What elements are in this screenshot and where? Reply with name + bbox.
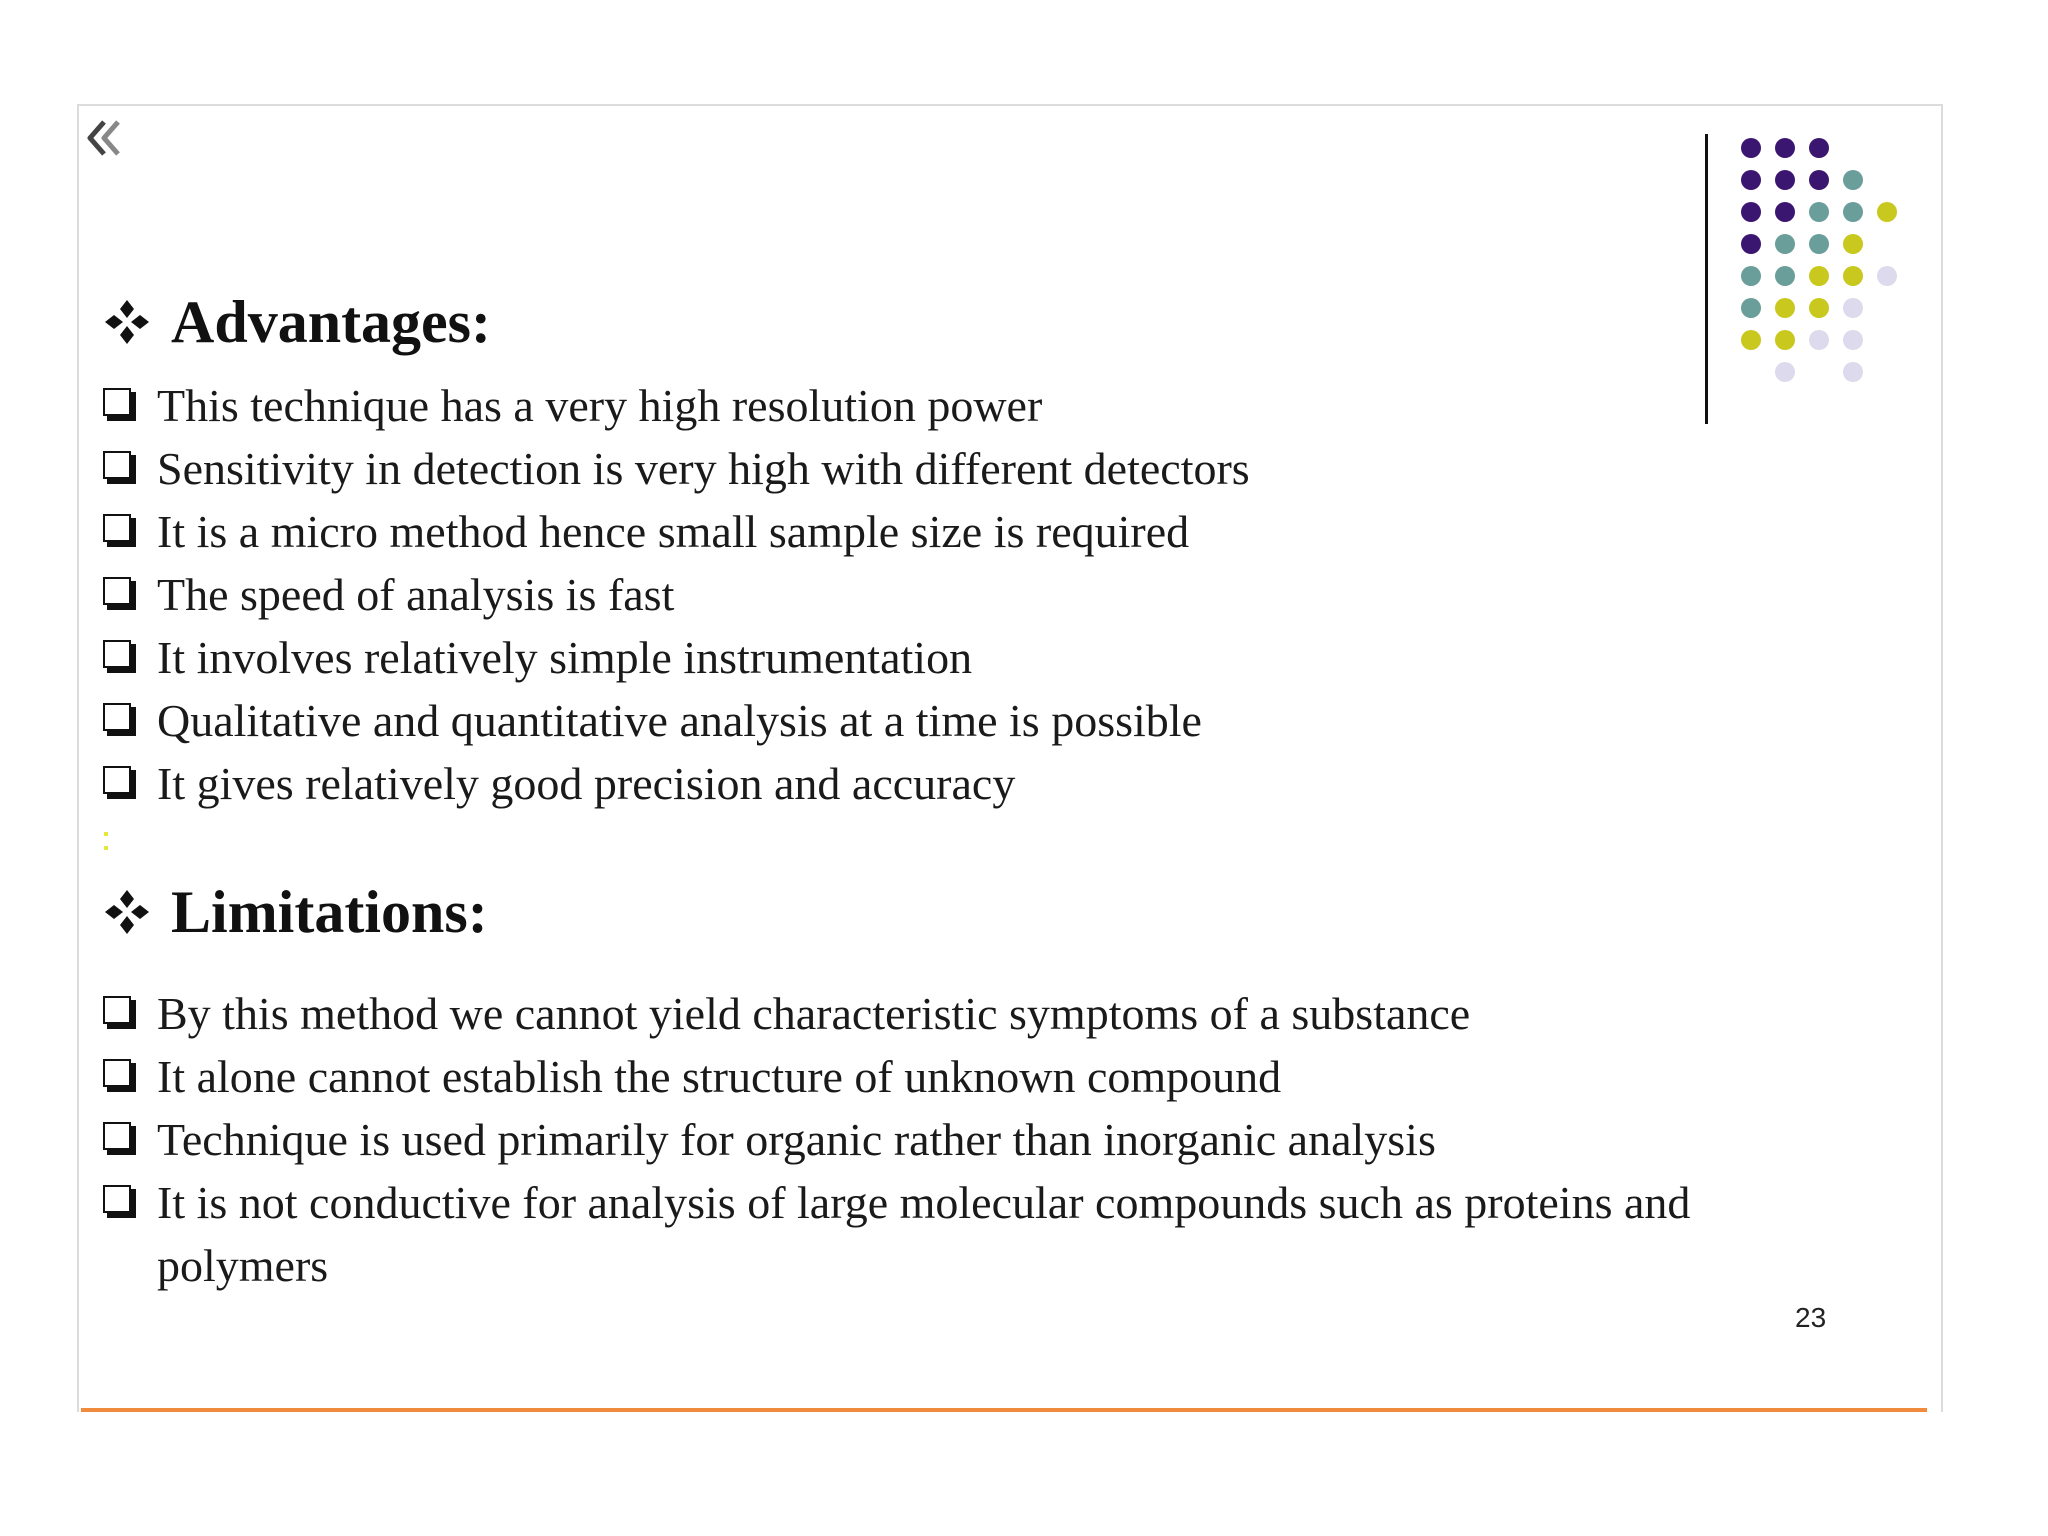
advantages-list <box>103 374 1250 815</box>
decorative-dot <box>1809 170 1829 190</box>
checkbox-bullet-icon <box>103 388 137 422</box>
checkbox-bullet-icon <box>103 1122 137 1156</box>
checkbox-bullet-icon <box>103 640 137 674</box>
decorative-dot <box>1843 202 1863 222</box>
decorative-dot <box>1775 170 1795 190</box>
stray-bullet-mark <box>103 830 109 854</box>
decorative-dot <box>1741 138 1761 158</box>
list-item: It is a micro method hence small sample size is required <box>103 500 1250 563</box>
decorative-dot <box>1809 138 1829 158</box>
decorative-dot <box>1775 234 1795 254</box>
decorative-dot <box>1775 266 1795 286</box>
checkbox-bullet-icon <box>103 577 137 611</box>
advantages-heading-text: Advantages: <box>171 289 492 355</box>
limitations-heading-text: Limitations: <box>171 879 488 945</box>
checkbox-bullet-icon <box>103 514 137 548</box>
limitations-list <box>103 982 1797 1297</box>
decorative-dot <box>1809 266 1829 286</box>
decorative-dot <box>1775 138 1795 158</box>
decorative-dot <box>1775 362 1795 382</box>
decorative-dot <box>1843 266 1863 286</box>
decorative-dot <box>1775 330 1795 350</box>
list-item: It involves relatively simple instrumentation <box>103 626 1250 689</box>
list-item: It gives relatively good precision and accuracy <box>103 752 1250 815</box>
checkbox-bullet-icon <box>103 1059 137 1093</box>
decorative-dot <box>1809 234 1829 254</box>
decorative-dot <box>1775 202 1795 222</box>
decorative-dot <box>1843 170 1863 190</box>
list-item: Qualitative and quantitative analysis at a time is possible <box>103 689 1250 752</box>
list-item: The speed of analysis is fast <box>103 563 1250 626</box>
vertical-divider <box>1705 134 1708 424</box>
decorative-dot <box>1843 298 1863 318</box>
list-item: It alone cannot establish the structure of unknown compound <box>103 1045 1797 1108</box>
decorative-dot <box>1809 298 1829 318</box>
decorative-dot <box>1843 362 1863 382</box>
decorative-dot-grid <box>1739 136 1919 396</box>
decorative-dot <box>1775 298 1795 318</box>
slide <box>77 104 1943 1412</box>
decorative-dot <box>1741 170 1761 190</box>
decorative-dot <box>1741 330 1761 350</box>
decorative-dot <box>1741 202 1761 222</box>
checkbox-bullet-icon <box>103 703 137 737</box>
decorative-dot <box>1843 330 1863 350</box>
decorative-dot <box>1809 330 1829 350</box>
checkbox-bullet-icon <box>103 766 137 800</box>
list-item: This technique has a very high resolution power <box>103 374 1250 437</box>
list-item: Sensitivity in detection is very high with different detectors <box>103 437 1250 500</box>
decorative-dot <box>1741 234 1761 254</box>
decorative-dot <box>1877 202 1897 222</box>
decorative-dot <box>1809 202 1829 222</box>
back-arrow-icon[interactable] <box>82 114 130 162</box>
list-item: By this method we cannot yield characteristic symptoms of a substance <box>103 982 1797 1045</box>
list-item: Technique is used primarily for organic rather than inorganic analysis <box>103 1108 1797 1171</box>
bottom-accent-line <box>81 1408 1927 1412</box>
decorative-dot <box>1741 266 1761 286</box>
checkbox-bullet-icon <box>103 996 137 1030</box>
diamond-bullet-icon <box>103 888 151 936</box>
decorative-dot <box>1877 266 1897 286</box>
list-item: It is not conductive for analysis of large molecular compounds such as proteins and polymers <box>103 1171 1797 1297</box>
checkbox-bullet-icon <box>103 1185 137 1219</box>
checkbox-bullet-icon <box>103 451 137 485</box>
decorative-dot <box>1843 234 1863 254</box>
advantages-heading <box>103 289 492 355</box>
decorative-dot <box>1741 298 1761 318</box>
diamond-bullet-icon <box>103 298 151 346</box>
limitations-heading <box>103 879 488 945</box>
page-number: 23 <box>1795 1302 1827 1333</box>
